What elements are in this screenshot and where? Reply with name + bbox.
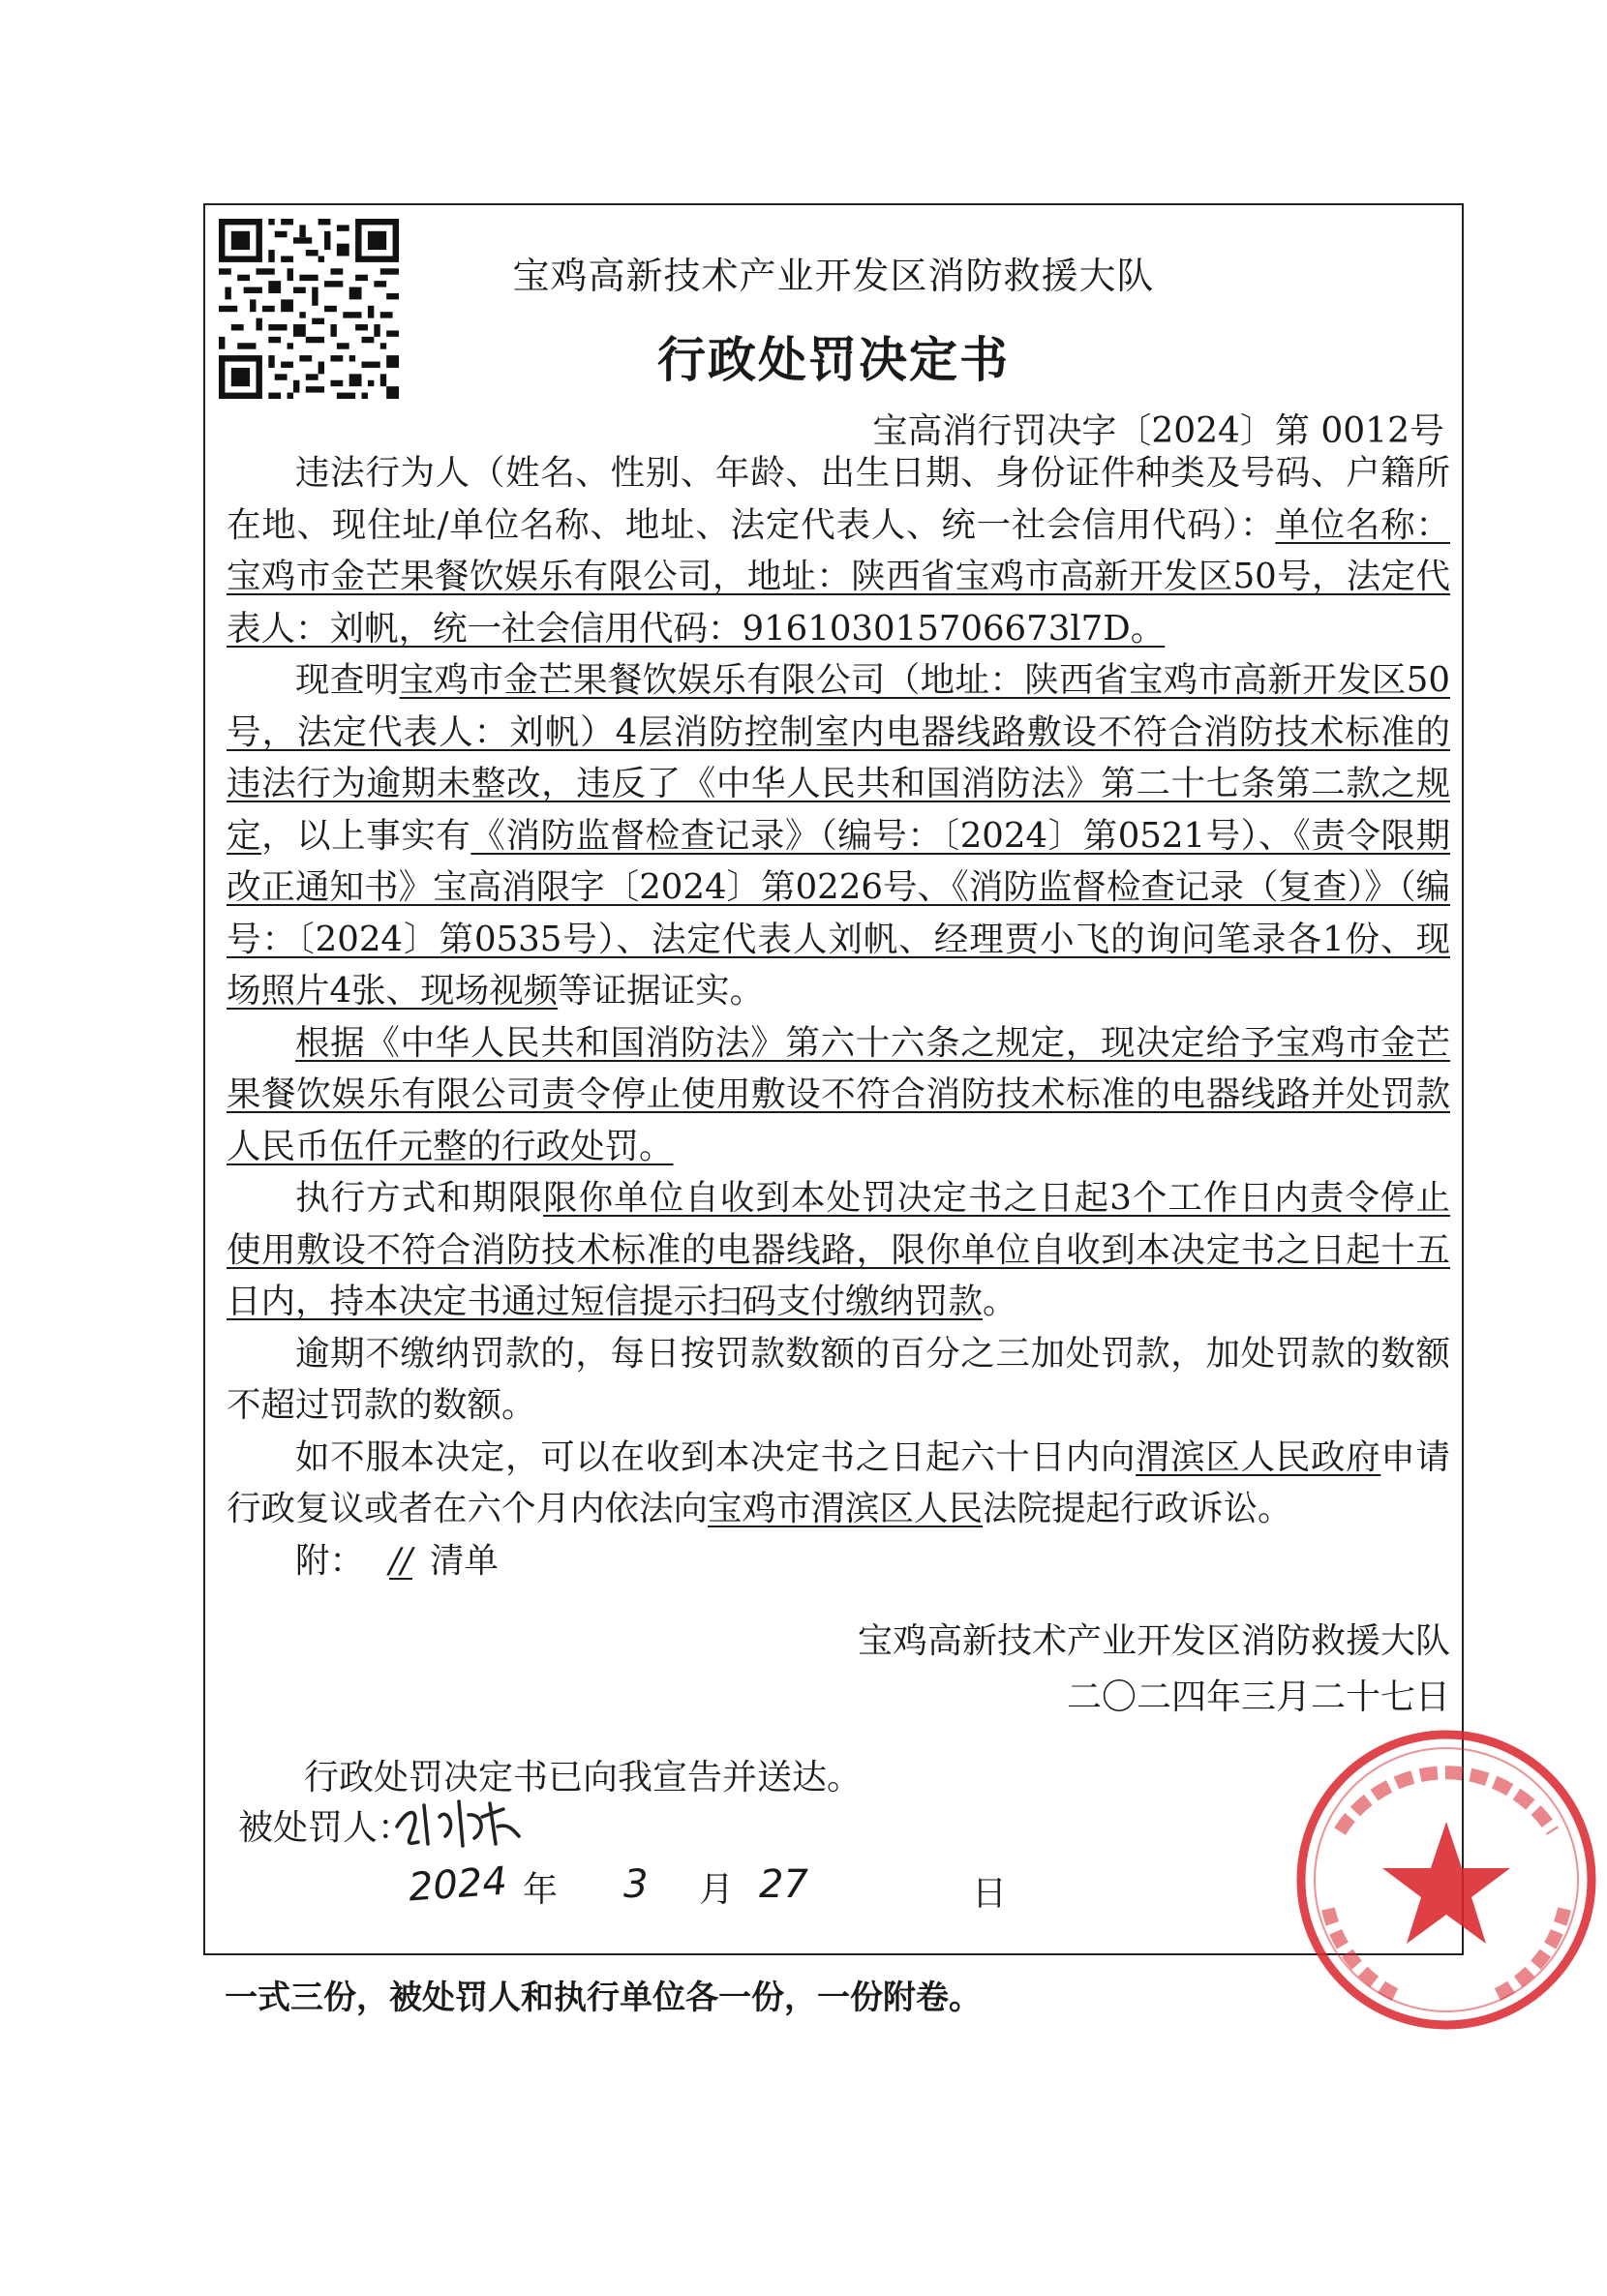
- document-number: 宝高消行罚决字〔2024〕第 0012号: [872, 411, 1444, 451]
- attachment-line: [227, 1535, 1450, 1587]
- appeal-paragraph: [227, 1432, 1450, 1535]
- execution-value: 限你单位自收到本处罚决定书之日起3个工作日内责令停止使用敷设不符合消防技术标准的电器线路，限你单位自收到本决定书之日起十五日内，持本决定书通过短信提示扫码支付缴纳罚款: [227, 1178, 1450, 1321]
- attachment-label: 附：: [295, 1540, 365, 1581]
- appeal-part2: 申请行政复议或者在六个月内依法向: [227, 1436, 1450, 1528]
- signature-day: 27: [759, 1862, 808, 1907]
- party-paragraph: [227, 447, 1450, 654]
- official-seal: [1282, 1715, 1607, 2044]
- day-unit: 日: [972, 1874, 1008, 1914]
- document-body: [227, 447, 1450, 1586]
- execution-label: 执行方式和期限: [295, 1178, 544, 1218]
- issuer-block: [858, 1614, 1450, 1726]
- appeal-part3: 法院提起行政诉讼。: [983, 1489, 1292, 1528]
- appeal-part1: 如不服本决定，可以在收到本决定书之日起六十日内向: [295, 1436, 1137, 1477]
- signature-date: [407, 1858, 1106, 1920]
- facts-evidence: 《消防监督检查记录》（编号：〔2024〕第0521号）、《责令限期改正通知书》宝高消限字〔2024〕第0226号、《消防监督检查记录（复查）》（编号：〔2024〕第0535号）、法定代表人刘帆、经理贾小飞的询问笔录各1份、现场照片4张、现场视频: [227, 815, 1450, 1011]
- acknowledgement-text: 行政处罚决定书已向我宣告并送达。: [304, 1758, 863, 1798]
- document-frame: [203, 203, 1464, 1955]
- attachment-item: 清单: [429, 1540, 499, 1581]
- party-value: 单位名称：宝鸡市金芒果餐饮娱乐有限公司，地址：陕西省宝鸡市高新开发区50号，法定代表人：刘帆，统一社会信用代码：916103015706673l7D。: [227, 504, 1450, 649]
- appeal-court: 宝鸡市渭滨区人民: [708, 1489, 984, 1528]
- facts-connector: ，以上事实有: [261, 815, 471, 856]
- signature-year: 2024: [407, 1858, 509, 1911]
- decision-text: 根据《中华人民共和国消防法》第六十六条之规定，现决定给予宝鸡市金芒果餐饮娱乐有限公司责令停止使用敷设不符合消防技术标准的电器线路并处罚款人民币伍仟元整的行政处罚。: [227, 1022, 1450, 1166]
- signature-month: 3: [623, 1862, 649, 1907]
- issuer-organization: 宝鸡高新技术产业开发区消防救援大队: [857, 1621, 1450, 1661]
- party-label: 违法行为人（姓名、性别、年龄、出生日期、身份证件种类及号码、户籍所在地、现住址/单位名称、地址、法定代表人、统一社会信用代码）：: [227, 453, 1450, 545]
- month-unit: 月: [699, 1870, 735, 1910]
- facts-label: 现查明: [295, 660, 400, 700]
- footer-note: 一式三份，被处罚人和执行单位各一份，一份附卷。: [225, 1979, 982, 2017]
- recipient-label: 被处罚人：: [238, 1808, 413, 1848]
- document-title: 行政处罚决定书: [657, 331, 1010, 388]
- facts-paragraph: [227, 654, 1450, 1017]
- organization-header: 宝鸡高新技术产业开发区消防救援大队: [512, 255, 1155, 297]
- facts-ending: 等证据证实。: [558, 971, 765, 1011]
- issue-date: 二〇二四年三月二十七日: [1066, 1677, 1450, 1717]
- execution-ending: 。: [983, 1282, 1017, 1321]
- year-unit: 年: [523, 1870, 559, 1910]
- facts-value: 宝鸡市金芒果餐饮娱乐有限公司（地址：陕西省宝鸡市高新开发区50号，法定代表人：刘帆）4层消防控制室内电器线路敷设不符合消防技术标准的违法行为逾期未整改，违反了《中华人民共和国消防法》第二十七条第二款之规定: [227, 660, 1450, 856]
- decision-paragraph: [227, 1017, 1450, 1173]
- appeal-agency: 渭滨区人民政府: [1136, 1436, 1381, 1477]
- penalty-notice-paragraph: 逾期不缴纳罚款的，每日按罚款数额的百分之三加处罚款，加处罚款的数额不超过罚款的数额。: [227, 1333, 1450, 1425]
- handwritten-signature: [389, 1788, 525, 1856]
- execution-paragraph: [227, 1172, 1450, 1328]
- attachment-value: //: [389, 1540, 412, 1581]
